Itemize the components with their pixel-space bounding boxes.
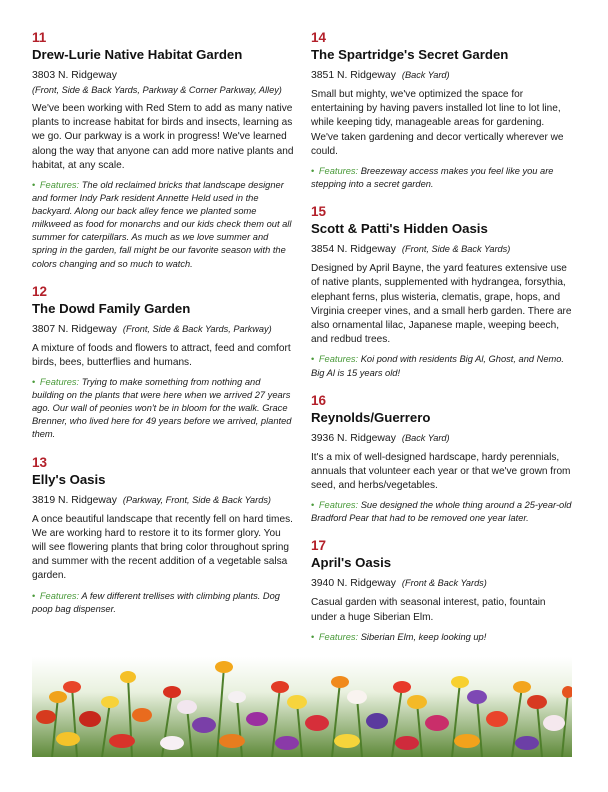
garden-title: The Spartridge's Secret Garden xyxy=(311,47,509,62)
garden-features xyxy=(311,631,573,644)
garden-address xyxy=(311,69,573,82)
street-address: 3819 N. Ridgeway xyxy=(32,494,117,506)
garden-description: A once beautiful landscape that recently fell on hard times. We are working hard to restore it to its former glory. You will see flowering plants that bring color throughout spring and summer with the recent addition of a vegetable salsa garden. xyxy=(32,513,293,582)
garden-features xyxy=(32,590,294,616)
flower-border-image xyxy=(32,657,572,757)
garden-title: Elly's Oasis xyxy=(32,471,106,487)
garden-features xyxy=(32,179,294,271)
garden-number: 15 xyxy=(311,204,327,220)
bullet-icon: • xyxy=(32,590,36,601)
garden-features xyxy=(311,165,573,191)
garden-description: We've been working with Red Stem to add as many native plants to increase habitat for birds and insects, learning as we go. Our parkway is a work in progress! We've learned along the way that anyone can add more native plants and habitat, at any scale. xyxy=(32,103,294,171)
garden-address xyxy=(311,577,573,590)
left-column xyxy=(32,30,294,629)
features-label: Features: xyxy=(318,354,359,365)
features-text: A few different trellises with climbing plants. Dog poop bag dispenser. xyxy=(32,590,280,614)
garden-title: The Dowd Family Garden xyxy=(32,300,191,316)
garden-entry-17 xyxy=(311,538,573,644)
garden-description: It's a mix of well-designed hardscape, hardy perennials, annuals that volunteer each year or that we've grown from seed, and herbs/vegetables. xyxy=(311,451,571,492)
garden-description: Small but mighty, we've optimized the space for entertaining by having pavers installed lot line to lot line, while keeping tidy, manageable areas for gardening. We've taken gardening and decor vertically wherever we could. xyxy=(311,89,564,157)
garden-location: (Back Yard) xyxy=(401,70,450,80)
features-label: Features: xyxy=(39,590,80,601)
garden-address xyxy=(32,69,294,82)
garden-address xyxy=(32,494,294,507)
garden-number: 14 xyxy=(311,30,327,45)
bullet-icon: • xyxy=(311,354,315,365)
garden-title: Scott & Patti's Hidden Oasis xyxy=(311,221,488,237)
garden-location: (Front, Side & Back Yards) xyxy=(401,244,511,255)
garden-entry-16 xyxy=(311,393,573,526)
features-label: Features: xyxy=(318,500,359,511)
features-text: Trying to make something from nothing and building on the plants that were here when we arrived 27 years ago. Our wall of peonies won't be in bloom for the walk. Grace Brenner, who lived here for 49 years before we arrived, planted them. xyxy=(32,377,292,440)
garden-entry-11 xyxy=(32,30,294,271)
garden-description: Casual garden with seasonal interest, patio, fountain under a huge Siberian Elm. xyxy=(311,597,546,623)
garden-title: April's Oasis xyxy=(311,555,392,571)
garden-address xyxy=(311,432,573,445)
garden-number: 12 xyxy=(32,283,48,299)
garden-number: 16 xyxy=(311,392,327,408)
street-address: 3807 N. Ridgeway xyxy=(32,323,117,335)
garden-location: (Parkway, Front, Side & Back Yards) xyxy=(122,494,271,505)
garden-location: (Back Yard) xyxy=(401,432,450,443)
garden-location: (Front, Side & Back Yards, Parkway & Corner Parkway, Alley) xyxy=(32,85,282,95)
features-text: Koi pond with residents Big Al, Ghost, and Nemo. Big Al is 15 years old! xyxy=(311,354,564,378)
right-column xyxy=(311,30,573,657)
features-text: Breezeway access makes you feel like you are stepping into a secret garden. xyxy=(311,166,554,190)
garden-title: Reynolds/Guerrero xyxy=(311,409,431,425)
street-address: 3854 N. Ridgeway xyxy=(311,244,396,256)
street-address: 3803 N. Ridgeway xyxy=(32,70,117,81)
garden-number: 17 xyxy=(311,538,327,554)
features-label: Features: xyxy=(39,377,80,388)
garden-location: (Front & Back Yards) xyxy=(401,578,487,589)
garden-features xyxy=(32,376,294,441)
bullet-icon: • xyxy=(32,377,36,388)
bullet-icon: • xyxy=(311,166,315,177)
bullet-icon: • xyxy=(311,500,315,511)
features-text: Siberian Elm, keep looking up! xyxy=(360,631,487,642)
bullet-icon: • xyxy=(311,631,315,642)
garden-entry-13 xyxy=(32,455,294,616)
garden-location: (Front, Side & Back Yards, Parkway) xyxy=(122,323,272,334)
features-label: Features: xyxy=(39,180,80,191)
garden-entry-15 xyxy=(311,204,573,379)
garden-features xyxy=(311,353,573,379)
garden-entry-12 xyxy=(32,284,294,442)
garden-number: 13 xyxy=(32,454,48,470)
bullet-icon: • xyxy=(32,180,36,191)
garden-features xyxy=(311,499,573,525)
street-address: 3851 N. Ridgeway xyxy=(311,70,396,81)
features-text: The old reclaimed bricks that landscape designer and former Indy Park resident Annette Held used in the backyard. Along our back alley fence we planted some milkweed as food for monarchs and our kids check them out all summer for caterpillars. As much as we love summer and spring in the garden, fall might be our favorite season with the colors changing and so much to watch. xyxy=(32,180,292,269)
garden-entry-14 xyxy=(311,30,573,191)
garden-title: Drew-Lurie Native Habitat Garden xyxy=(32,47,243,62)
features-text: Sue designed the whole thing around a 25-year-old Bradford Pear that had to be removed one year later. xyxy=(311,500,572,524)
street-address: 3940 N. Ridgeway xyxy=(311,578,396,590)
garden-address xyxy=(311,243,573,256)
garden-number: 11 xyxy=(32,30,47,45)
features-label: Features: xyxy=(318,166,359,177)
garden-description: Designed by April Bayne, the yard features extensive use of native plants, supplemented with hydrangea, forsythia, elephant ferns, plus wisteria, clematis, grape, hops, and Virginia creeper vines, and a small herb garden. There are also ornamental lilac, Japanese maple, weeping beech, and redbud trees. xyxy=(311,263,572,346)
garden-description: A mixture of foods and flowers to attract, feed and comfort birds, bees, butterflies and humans. xyxy=(32,342,291,368)
features-label: Features: xyxy=(318,631,359,642)
street-address: 3936 N. Ridgeway xyxy=(311,432,396,444)
garden-address xyxy=(32,323,294,336)
